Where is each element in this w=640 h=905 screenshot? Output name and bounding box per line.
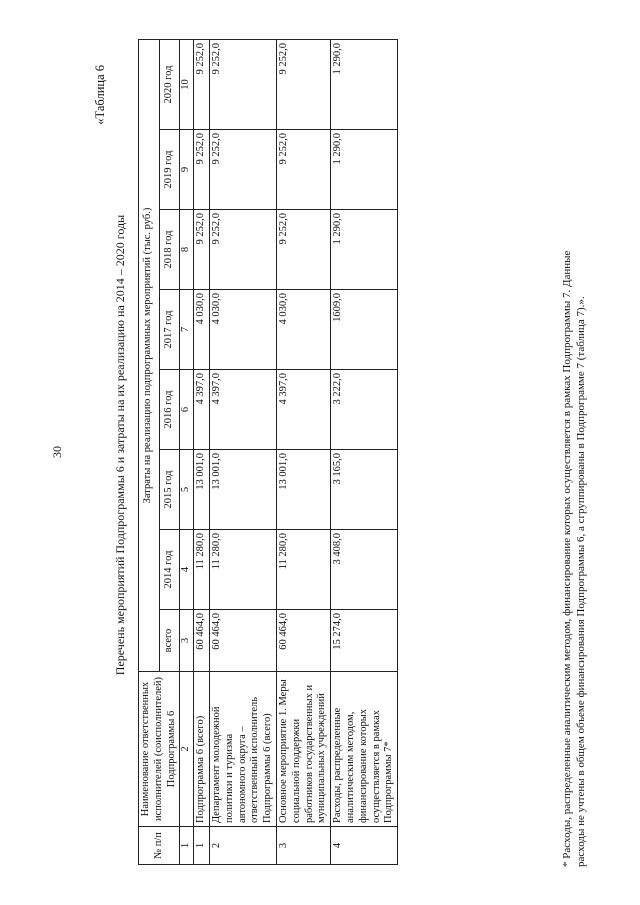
row-year-value: 4 030,0 — [209, 290, 276, 370]
column-number: 2 — [180, 672, 194, 827]
row-name: Основное мероприятие 1. Меры социальной поддержки работников государственных и муниципальных учреждений — [276, 672, 330, 827]
row-year-value: 9 252,0 — [276, 210, 330, 290]
header-year: 2015 год — [159, 450, 180, 530]
row-year-value: 9 252,0 — [194, 210, 210, 290]
row-year-value: 3 165,0 — [331, 450, 398, 530]
row-year-value: 3 222,0 — [331, 370, 398, 450]
column-number: 4 — [180, 530, 194, 610]
row-year-value: 4 030,0 — [276, 290, 330, 370]
row-year-value: 9 252,0 — [209, 40, 276, 130]
header-year: 2020 год — [159, 40, 180, 130]
column-number: 9 — [180, 130, 194, 210]
header-year: 2014 год — [159, 530, 180, 610]
row-year-value: 4 397,0 — [276, 370, 330, 450]
row-year-value: 4 397,0 — [194, 370, 210, 450]
row-year-value: 1 290,0 — [331, 130, 398, 210]
row-year-value: 9 252,0 — [194, 130, 210, 210]
row-year-value: 11 280,0 — [276, 530, 330, 610]
row-year-value: 11 280,0 — [209, 530, 276, 610]
row-year-value: 4 030,0 — [194, 290, 210, 370]
row-number: 3 — [276, 827, 330, 865]
header-number: № п/п — [139, 827, 180, 865]
column-number: 7 — [180, 290, 194, 370]
row-year-value: 1 290,0 — [331, 40, 398, 130]
row-number: 2 — [209, 827, 276, 865]
footnote — [560, 27, 589, 867]
row-total: 60 464,0 — [276, 610, 330, 672]
column-number: 8 — [180, 210, 194, 290]
page-number: 30 — [50, 446, 64, 458]
table-row — [276, 40, 330, 865]
row-year-value: 11 280,0 — [194, 530, 210, 610]
row-year-value: 13 001,0 — [209, 450, 276, 530]
row-year-value: 9 252,0 — [276, 130, 330, 210]
column-number: 6 — [180, 370, 194, 450]
row-year-value: 1609,0 — [331, 290, 398, 370]
table-row — [331, 40, 398, 865]
header-year: 2017 год — [159, 290, 180, 370]
header-year: 2016 год — [159, 370, 180, 450]
row-name: Расходы, распределенные аналитическим методом, финансирование которых осуществляется в рамках Подпрограммы 7* — [331, 672, 398, 827]
column-number: 1 — [180, 827, 194, 865]
row-total: 15 274,0 — [331, 610, 398, 672]
row-year-value: 9 252,0 — [209, 210, 276, 290]
table-row — [209, 40, 276, 865]
header-year: 2019 год — [159, 130, 180, 210]
header-name: Наименование ответственных исполнителей (соисполнителей) Подпрограммы 6 — [139, 672, 180, 827]
table-label: «Таблица 6 — [93, 65, 107, 125]
row-year-value: 13 001,0 — [276, 450, 330, 530]
row-name: Подпрограмма 6 (всего) — [194, 672, 210, 827]
row-year-value: 9 252,0 — [194, 40, 210, 130]
row-total: 60 464,0 — [209, 610, 276, 672]
row-year-value: 9 252,0 — [209, 130, 276, 210]
row-year-value: 9 252,0 — [276, 40, 330, 130]
row-year-value: 13 001,0 — [194, 450, 210, 530]
row-total: 60 464,0 — [194, 610, 210, 672]
row-number: 4 — [331, 827, 398, 865]
footnote-line: * Расходы, распределенные аналитическим методом, финансирование которых осуществляется в рамках Подпрограммы 7. Данные — [561, 250, 573, 867]
row-number: 1 — [194, 827, 210, 865]
row-year-value: 4 397,0 — [209, 370, 276, 450]
footnote-line: расходы не учтены в общем объеме финансирования Подпрограммы 6, а сгруппированы в Подпрограмме 7 (таблица 7).». — [575, 296, 588, 867]
header-total: всего — [159, 610, 180, 672]
header-costs: Затраты на реализацию подпрограммных мероприятий (тыс. руб.) — [139, 40, 160, 672]
costs-table — [138, 39, 398, 865]
column-number: 10 — [180, 40, 194, 130]
row-year-value: 1 290,0 — [331, 210, 398, 290]
column-number: 3 — [180, 610, 194, 672]
table-row — [194, 40, 210, 865]
row-year-value: 3 408,0 — [331, 530, 398, 610]
row-name: Департамент молодежной политики и туризма автономного округа – ответственный исполнитель Подпрограммы 6 (всего) — [209, 672, 276, 827]
column-number: 5 — [180, 450, 194, 530]
column-numbers-row — [180, 40, 194, 865]
document-title: Перечень мероприятий Подпрограммы 6 и затраты на их реализацию на 2014 – 2020 годы — [113, 214, 127, 676]
header-year: 2018 год — [159, 210, 180, 290]
